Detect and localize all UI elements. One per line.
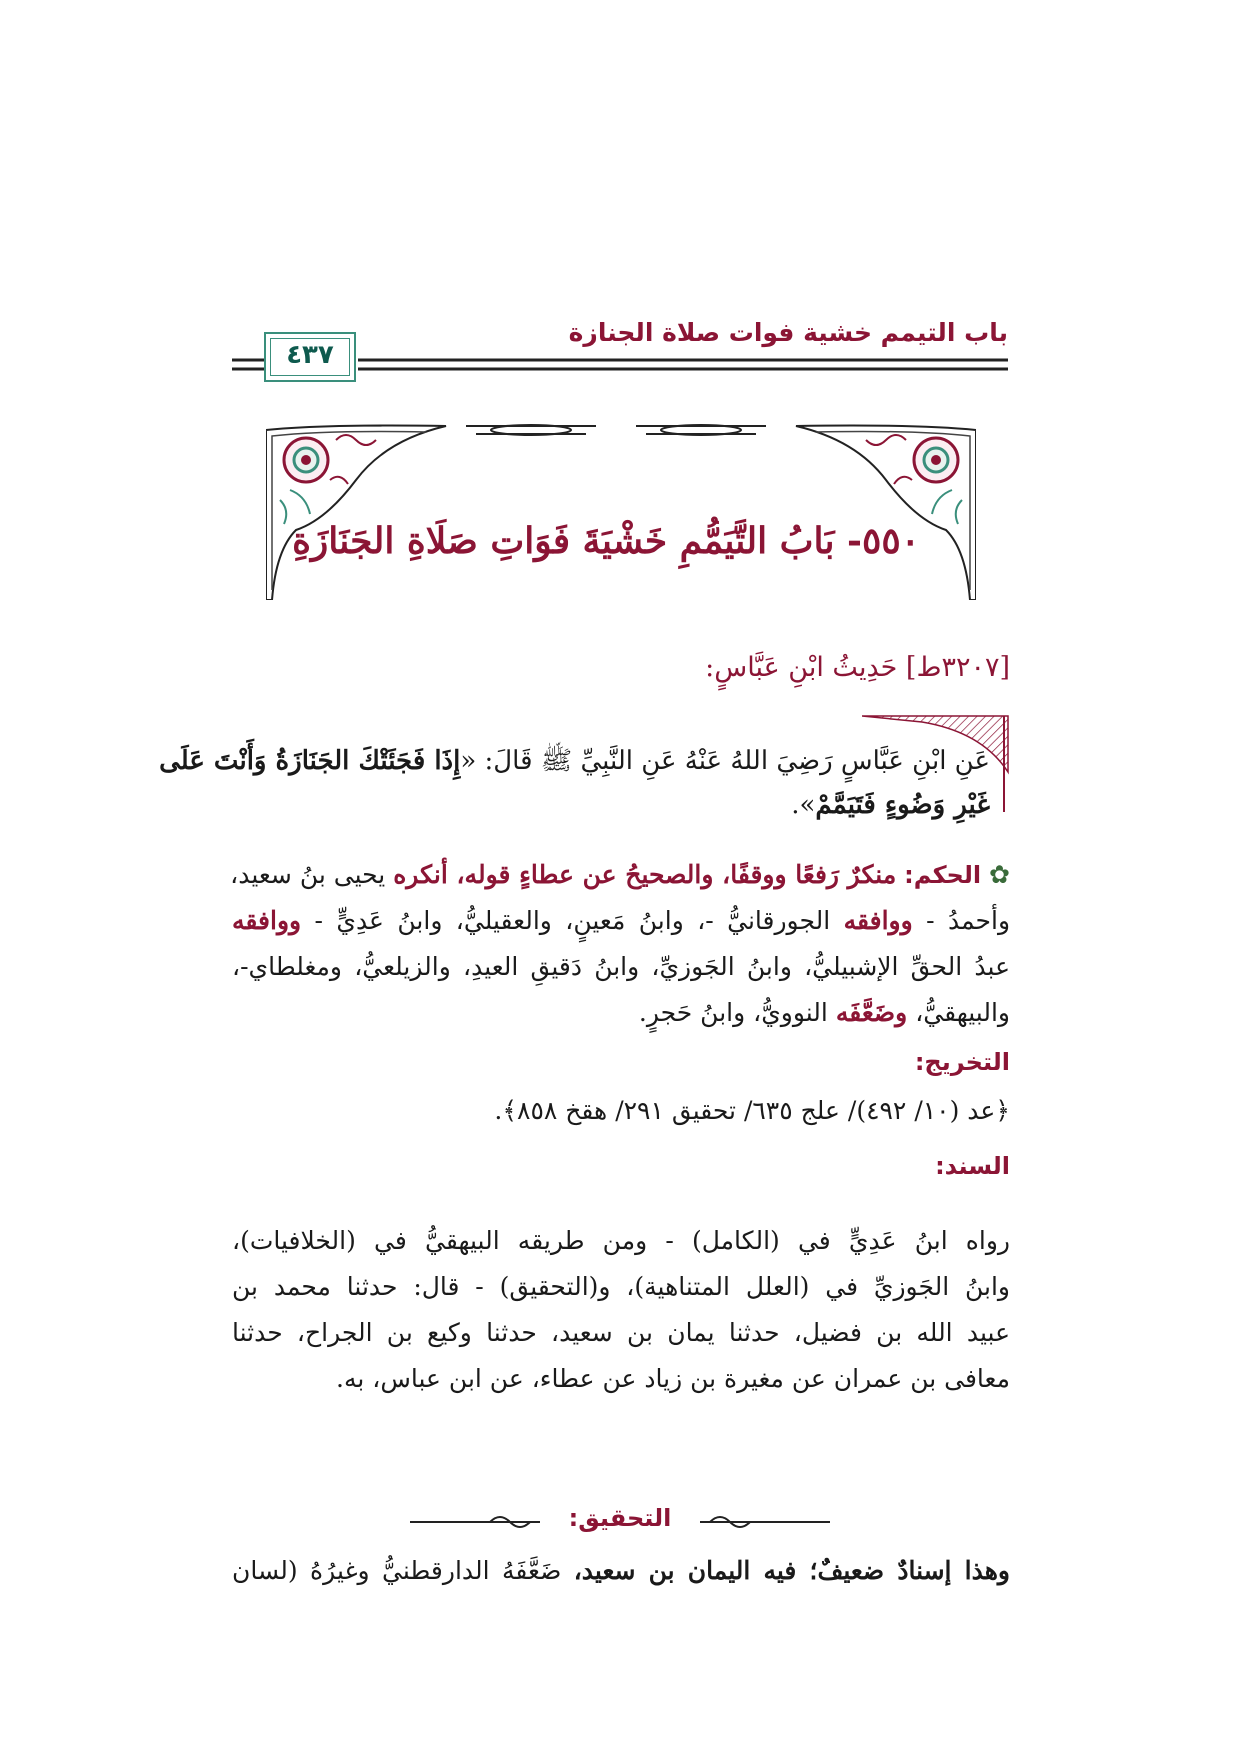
- ruling-line-2-c: الجورقانيُّ -، وابنُ مَعينٍ، والعقيليُّ، وابنُ عَدِيٍّ -: [314, 906, 831, 935]
- tahqiq-label: التحقيق:: [540, 1504, 700, 1538]
- sanad-label: السند:: [935, 1152, 1010, 1180]
- hadith-number: [٣٢٠٧ط]: [905, 652, 1010, 683]
- ruling-line-4: [232, 998, 1010, 1042]
- ornament-top-bar-right: [636, 425, 766, 435]
- ruling-line-4-a: والبيهقيُّ،: [915, 998, 1010, 1027]
- ruling-line-1: [232, 860, 1010, 904]
- sanad-line-2: وابنُ الجَوزيِّ في (العلل المتناهية)، و(التحقيق) - قال: حدثنا محمد بن: [232, 1272, 1010, 1301]
- hadith-heading-text: حَدِيثُ ابْنِ عَبَّاسٍ:: [705, 652, 898, 683]
- ruling-line-2-b: ووافقه: [843, 906, 913, 935]
- ruling-line-3: عبدُ الحقِّ الإشبيليُّ، وابنُ الجَوزيِّ، وابنُ دَقيقِ العيدِ، والزيلعيُّ، ومغلطاي-،: [232, 952, 1010, 981]
- page-number-frame: [264, 332, 356, 382]
- hadith-text-plain: عَنِ ابْنِ عَبَّاسٍ رَضِيَ اللهُ عَنْهُ عَنِ النَّبِيِّ ﷺ قَالَ: «: [460, 746, 990, 776]
- ruling-line-4-b: وضَعَّفَه: [835, 998, 908, 1027]
- tahqiq-line-1-rest: ضَعَّفَهُ الدارقطنيُّ وغيرُهُ (لسان: [232, 1556, 562, 1585]
- flower-icon: ✿: [989, 860, 1010, 889]
- ornament-top-bar-left: [466, 425, 596, 435]
- sanad-line-1: رواه ابنُ عَدِيٍّ في (الكامل) - ومن طريقه البيهقيُّ في (الخلافيات)،: [232, 1226, 1010, 1255]
- ruling-line-1-rest: يحيى بنُ سعيد،: [230, 860, 386, 889]
- hadith-text-line-2: [240, 790, 990, 834]
- tahqiq-line-1-bold: وهذا إسنادٌ ضعيفٌ؛ فيه اليمان بن سعيد،: [573, 1556, 1010, 1585]
- chapter-title: ٥٥٠- بَابُ التَّيَمُّمِ خَشْيَةَ فَوَاتِ صَلَاةِ الجَنَازَةِ: [292, 520, 920, 562]
- ruling-line-4-c: النوويُّ، وابنُ حَجرٍ.: [638, 998, 828, 1027]
- tahqiq-line-1: [232, 1556, 1010, 1600]
- hadith-heading: [600, 652, 1010, 692]
- hadith-text-bold-2: غَيْرِ وَضُوءٍ فَتَيَمَّمْ: [815, 790, 990, 820]
- ruling-label: الحكم:: [904, 861, 982, 889]
- sanad-line-4: معافى بن عمران عن مغيرة بن زياد عن عطاء، عن ابن عباس، به.: [336, 1364, 1010, 1393]
- hadith-text-bold: إِذَا فَجَئَتْكَ الجَنَازَةُ وَأَنْتَ عَلَى: [159, 746, 461, 776]
- hadith-text-line-1: [159, 744, 990, 788]
- takhrij-text: ﴿عد (١٠/ ٤٩٢)/ علج ٦٣٥/ تحقيق ٢٩١/ هقخ ٨٥٨﴾.: [494, 1096, 1010, 1125]
- hadith-text-end: ».: [791, 790, 816, 820]
- ruling-line-2: [232, 906, 1010, 950]
- page-number: ٤٣٧: [286, 340, 334, 370]
- ruling-verdict: منكرٌ رَفعًا ووقفًا، والصحيحُ عن عطاءٍ قوله، أنكره: [393, 860, 897, 889]
- ruling-line-2-d: ووافقه: [232, 906, 302, 935]
- takhrij-label: التخريج:: [914, 1048, 1010, 1076]
- sanad-line-3: عبيد الله بن فضيل، حدثنا يمان بن سعيد، حدثنا وكيع بن الجراح، حدثنا: [232, 1318, 1010, 1347]
- ruling-line-2-a: وأحمدُ -: [926, 906, 1011, 935]
- running-header-title: باب التيمم خشية فوات صلاة الجنازة: [568, 318, 1008, 347]
